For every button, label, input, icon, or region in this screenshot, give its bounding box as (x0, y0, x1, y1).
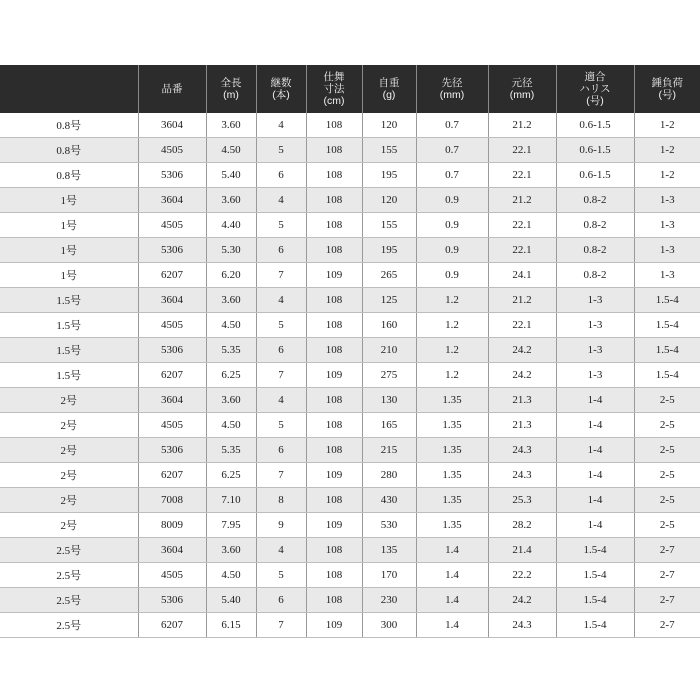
cell-length: 6.25 (206, 463, 256, 488)
header-label-line: ハリス (579, 83, 611, 95)
cell-length: 5.40 (206, 588, 256, 613)
cell-sections: 4 (256, 388, 306, 413)
cell-sinker-load: 1-3 (634, 263, 700, 288)
table-row (0, 338, 700, 363)
cell-tip-diameter: 1.4 (416, 613, 488, 638)
cell-length: 3.60 (206, 538, 256, 563)
header-row (0, 65, 700, 113)
cell-leader: 1-3 (556, 338, 634, 363)
cell-leader: 1-4 (556, 513, 634, 538)
cell-sinker-load: 1-3 (634, 213, 700, 238)
header-sections (256, 65, 306, 113)
cell-weight: 210 (362, 338, 416, 363)
header-label-line: 仕舞 (323, 71, 345, 83)
cell-size: 2号 (0, 413, 138, 438)
header-label-line: (mm) (509, 89, 535, 101)
table-row (0, 438, 700, 463)
cell-sections: 6 (256, 438, 306, 463)
cell-size: 1号 (0, 263, 138, 288)
cell-sections: 4 (256, 188, 306, 213)
cell-weight: 280 (362, 463, 416, 488)
cell-size: 2.5号 (0, 538, 138, 563)
cell-butt-diameter: 22.1 (488, 238, 556, 263)
cell-length: 3.60 (206, 288, 256, 313)
cell-sinker-load: 1-3 (634, 238, 700, 263)
cell-tip-diameter: 1.4 (416, 538, 488, 563)
cell-leader: 1-4 (556, 463, 634, 488)
header-label-line: 適合 (584, 71, 606, 83)
header-label-line: 先径 (441, 77, 463, 89)
cell-sinker-load: 1.5-4 (634, 288, 700, 313)
cell-closed-length: 108 (306, 563, 362, 588)
header-label-line: (cm) (323, 95, 345, 107)
cell-leader: 1-4 (556, 413, 634, 438)
cell-closed-length: 108 (306, 588, 362, 613)
cell-tip-diameter: 1.35 (416, 513, 488, 538)
cell-weight: 430 (362, 488, 416, 513)
cell-leader: 1.5-4 (556, 588, 634, 613)
cell-weight: 275 (362, 363, 416, 388)
cell-sinker-load: 2-7 (634, 588, 700, 613)
cell-size: 1号 (0, 213, 138, 238)
cell-product-code: 4505 (138, 313, 206, 338)
table-row (0, 463, 700, 488)
cell-product-code: 3604 (138, 288, 206, 313)
cell-sinker-load: 1-2 (634, 113, 700, 138)
cell-tip-diameter: 1.35 (416, 488, 488, 513)
cell-butt-diameter: 25.3 (488, 488, 556, 513)
cell-tip-diameter: 0.7 (416, 163, 488, 188)
table-header (0, 65, 700, 113)
cell-length: 5.30 (206, 238, 256, 263)
cell-weight: 120 (362, 113, 416, 138)
cell-closed-length: 108 (306, 413, 362, 438)
header-tip-diameter (416, 65, 488, 113)
cell-size: 0.8号 (0, 138, 138, 163)
table-row (0, 388, 700, 413)
cell-sections: 7 (256, 263, 306, 288)
cell-length: 4.40 (206, 213, 256, 238)
cell-sections: 4 (256, 113, 306, 138)
cell-weight: 130 (362, 388, 416, 413)
table-row (0, 613, 700, 638)
table-row (0, 538, 700, 563)
cell-sinker-load: 2-5 (634, 413, 700, 438)
cell-sections: 7 (256, 613, 306, 638)
cell-closed-length: 108 (306, 288, 362, 313)
cell-weight: 155 (362, 138, 416, 163)
cell-sinker-load: 2-5 (634, 513, 700, 538)
cell-butt-diameter: 22.2 (488, 563, 556, 588)
cell-closed-length: 109 (306, 613, 362, 638)
cell-size: 2号 (0, 488, 138, 513)
cell-leader: 1-3 (556, 313, 634, 338)
header-label-line: 全長 (220, 77, 242, 89)
cell-leader: 1-4 (556, 438, 634, 463)
cell-leader: 1.5-4 (556, 538, 634, 563)
cell-closed-length: 109 (306, 463, 362, 488)
header-butt-diameter (488, 65, 556, 113)
cell-leader: 1.5-4 (556, 613, 634, 638)
cell-tip-diameter: 1.2 (416, 338, 488, 363)
cell-leader: 0.6-1.5 (556, 113, 634, 138)
cell-butt-diameter: 21.2 (488, 113, 556, 138)
cell-product-code: 4505 (138, 138, 206, 163)
cell-sinker-load: 2-5 (634, 438, 700, 463)
cell-length: 5.40 (206, 163, 256, 188)
header-label-line: (号) (658, 89, 676, 101)
header-label-line: (mm) (439, 89, 465, 101)
cell-size: 2.5号 (0, 588, 138, 613)
header-label-line: (号) (586, 95, 604, 107)
cell-butt-diameter: 21.2 (488, 288, 556, 313)
cell-closed-length: 108 (306, 113, 362, 138)
header-label-line: (g) (382, 89, 396, 101)
cell-weight: 170 (362, 563, 416, 588)
cell-weight: 230 (362, 588, 416, 613)
table-row (0, 263, 700, 288)
cell-tip-diameter: 0.7 (416, 113, 488, 138)
header-length (206, 65, 256, 113)
cell-product-code: 8009 (138, 513, 206, 538)
cell-closed-length: 108 (306, 313, 362, 338)
cell-product-code: 6207 (138, 263, 206, 288)
cell-sections: 4 (256, 538, 306, 563)
cell-sections: 6 (256, 588, 306, 613)
cell-product-code: 3604 (138, 113, 206, 138)
cell-length: 4.50 (206, 138, 256, 163)
cell-size: 1.5号 (0, 338, 138, 363)
cell-product-code: 4505 (138, 413, 206, 438)
cell-closed-length: 109 (306, 263, 362, 288)
header-label-line: (本) (272, 89, 290, 101)
cell-size: 2号 (0, 513, 138, 538)
cell-size: 2号 (0, 388, 138, 413)
cell-size: 2.5号 (0, 563, 138, 588)
header-leader (556, 65, 634, 113)
cell-weight: 155 (362, 213, 416, 238)
table-row (0, 113, 700, 138)
cell-size: 2号 (0, 463, 138, 488)
cell-sinker-load: 2-7 (634, 563, 700, 588)
cell-butt-diameter: 24.3 (488, 613, 556, 638)
cell-sections: 7 (256, 363, 306, 388)
header-label-line: 錘負荷 (651, 77, 683, 89)
cell-leader: 1-3 (556, 363, 634, 388)
cell-sinker-load: 2-7 (634, 613, 700, 638)
cell-product-code: 5306 (138, 338, 206, 363)
cell-sections: 5 (256, 313, 306, 338)
cell-sinker-load: 1.5-4 (634, 363, 700, 388)
cell-length: 6.15 (206, 613, 256, 638)
cell-leader: 0.8-2 (556, 263, 634, 288)
cell-leader: 0.6-1.5 (556, 138, 634, 163)
cell-product-code: 5306 (138, 438, 206, 463)
cell-closed-length: 108 (306, 213, 362, 238)
cell-leader: 1-4 (556, 488, 634, 513)
cell-weight: 160 (362, 313, 416, 338)
cell-size: 2.5号 (0, 613, 138, 638)
cell-length: 6.20 (206, 263, 256, 288)
cell-butt-diameter: 22.1 (488, 163, 556, 188)
table-row (0, 238, 700, 263)
cell-closed-length: 109 (306, 363, 362, 388)
table-row (0, 563, 700, 588)
cell-closed-length: 108 (306, 163, 362, 188)
cell-closed-length: 108 (306, 338, 362, 363)
cell-length: 5.35 (206, 338, 256, 363)
cell-butt-diameter: 22.1 (488, 213, 556, 238)
cell-length: 7.95 (206, 513, 256, 538)
cell-product-code: 5306 (138, 238, 206, 263)
table-row (0, 513, 700, 538)
table-row (0, 363, 700, 388)
cell-size: 1号 (0, 188, 138, 213)
cell-tip-diameter: 0.7 (416, 138, 488, 163)
cell-product-code: 3604 (138, 538, 206, 563)
table-row (0, 413, 700, 438)
cell-closed-length: 108 (306, 438, 362, 463)
cell-butt-diameter: 24.3 (488, 463, 556, 488)
table-row (0, 213, 700, 238)
cell-sections: 6 (256, 338, 306, 363)
cell-weight: 300 (362, 613, 416, 638)
header-label-line: 寸法 (323, 83, 345, 95)
cell-product-code: 6207 (138, 463, 206, 488)
cell-sinker-load: 1-2 (634, 138, 700, 163)
cell-size: 1号 (0, 238, 138, 263)
table-row (0, 288, 700, 313)
cell-closed-length: 108 (306, 188, 362, 213)
cell-leader: 1.5-4 (556, 563, 634, 588)
cell-length: 3.60 (206, 188, 256, 213)
header-label-line: (m) (223, 89, 239, 101)
cell-length: 6.25 (206, 363, 256, 388)
cell-sections: 7 (256, 463, 306, 488)
cell-tip-diameter: 0.9 (416, 213, 488, 238)
table-row (0, 588, 700, 613)
header-label-line: 継数 (270, 77, 292, 89)
cell-length: 4.50 (206, 563, 256, 588)
cell-sinker-load: 2-5 (634, 488, 700, 513)
cell-weight: 530 (362, 513, 416, 538)
cell-butt-diameter: 24.2 (488, 338, 556, 363)
cell-tip-diameter: 0.9 (416, 238, 488, 263)
cell-sinker-load: 2-7 (634, 538, 700, 563)
cell-butt-diameter: 21.3 (488, 413, 556, 438)
cell-sections: 5 (256, 413, 306, 438)
cell-tip-diameter: 1.4 (416, 588, 488, 613)
cell-weight: 165 (362, 413, 416, 438)
cell-butt-diameter: 21.2 (488, 188, 556, 213)
cell-butt-diameter: 21.4 (488, 538, 556, 563)
cell-product-code: 3604 (138, 188, 206, 213)
cell-butt-diameter: 22.1 (488, 313, 556, 338)
cell-sinker-load: 1-3 (634, 188, 700, 213)
cell-product-code: 6207 (138, 613, 206, 638)
cell-tip-diameter: 0.9 (416, 263, 488, 288)
cell-length: 3.60 (206, 388, 256, 413)
header-sinker-load (634, 65, 700, 113)
table-row (0, 138, 700, 163)
cell-sections: 6 (256, 163, 306, 188)
cell-weight: 120 (362, 188, 416, 213)
cell-tip-diameter: 1.35 (416, 438, 488, 463)
cell-product-code: 5306 (138, 163, 206, 188)
cell-product-code: 6207 (138, 363, 206, 388)
cell-closed-length: 108 (306, 488, 362, 513)
cell-tip-diameter: 1.4 (416, 563, 488, 588)
cell-product-code: 4505 (138, 213, 206, 238)
cell-sections: 6 (256, 238, 306, 263)
cell-sections: 5 (256, 213, 306, 238)
cell-size: 1.5号 (0, 288, 138, 313)
cell-tip-diameter: 1.2 (416, 313, 488, 338)
cell-tip-diameter: 0.9 (416, 188, 488, 213)
cell-butt-diameter: 24.2 (488, 588, 556, 613)
cell-size: 1.5号 (0, 363, 138, 388)
cell-weight: 125 (362, 288, 416, 313)
table-row (0, 313, 700, 338)
cell-weight: 215 (362, 438, 416, 463)
cell-leader: 0.8-2 (556, 188, 634, 213)
cell-sinker-load: 2-5 (634, 463, 700, 488)
cell-tip-diameter: 1.35 (416, 388, 488, 413)
cell-sinker-load: 1-2 (634, 163, 700, 188)
cell-butt-diameter: 24.1 (488, 263, 556, 288)
cell-size: 2号 (0, 438, 138, 463)
cell-size: 1.5号 (0, 313, 138, 338)
cell-product-code: 3604 (138, 388, 206, 413)
cell-sections: 4 (256, 288, 306, 313)
cell-leader: 0.6-1.5 (556, 163, 634, 188)
cell-tip-diameter: 1.2 (416, 363, 488, 388)
cell-tip-diameter: 1.35 (416, 463, 488, 488)
cell-sinker-load: 2-5 (634, 388, 700, 413)
cell-product-code: 5306 (138, 588, 206, 613)
header-label-line: 自重 (378, 77, 400, 89)
cell-size: 0.8号 (0, 113, 138, 138)
cell-length: 4.50 (206, 313, 256, 338)
cell-length: 3.60 (206, 113, 256, 138)
spec-table (0, 65, 700, 638)
cell-closed-length: 108 (306, 238, 362, 263)
cell-butt-diameter: 24.3 (488, 438, 556, 463)
cell-length: 7.10 (206, 488, 256, 513)
cell-closed-length: 109 (306, 513, 362, 538)
cell-sinker-load: 1.5-4 (634, 313, 700, 338)
cell-length: 5.35 (206, 438, 256, 463)
cell-closed-length: 108 (306, 388, 362, 413)
header-label-line: 元径 (511, 77, 533, 89)
cell-leader: 0.8-2 (556, 213, 634, 238)
table-body (0, 113, 700, 638)
cell-sections: 5 (256, 138, 306, 163)
cell-closed-length: 108 (306, 538, 362, 563)
table-row (0, 163, 700, 188)
cell-tip-diameter: 1.2 (416, 288, 488, 313)
cell-sinker-load: 1.5-4 (634, 338, 700, 363)
cell-product-code: 7008 (138, 488, 206, 513)
header-weight (362, 65, 416, 113)
cell-sections: 5 (256, 563, 306, 588)
cell-sections: 8 (256, 488, 306, 513)
cell-leader: 1-4 (556, 388, 634, 413)
cell-weight: 195 (362, 163, 416, 188)
cell-butt-diameter: 21.3 (488, 388, 556, 413)
cell-size: 0.8号 (0, 163, 138, 188)
cell-butt-diameter: 22.1 (488, 138, 556, 163)
cell-weight: 195 (362, 238, 416, 263)
cell-tip-diameter: 1.35 (416, 413, 488, 438)
cell-weight: 265 (362, 263, 416, 288)
table-row (0, 188, 700, 213)
cell-product-code: 4505 (138, 563, 206, 588)
header-label-line: 品番 (161, 83, 183, 95)
cell-butt-diameter: 24.2 (488, 363, 556, 388)
cell-length: 4.50 (206, 413, 256, 438)
header-closed-length (306, 65, 362, 113)
cell-leader: 0.8-2 (556, 238, 634, 263)
header-product-code (138, 65, 206, 113)
cell-butt-diameter: 28.2 (488, 513, 556, 538)
cell-sections: 9 (256, 513, 306, 538)
cell-leader: 1-3 (556, 288, 634, 313)
cell-weight: 135 (362, 538, 416, 563)
cell-closed-length: 108 (306, 138, 362, 163)
header-size (0, 65, 138, 113)
table-row (0, 488, 700, 513)
